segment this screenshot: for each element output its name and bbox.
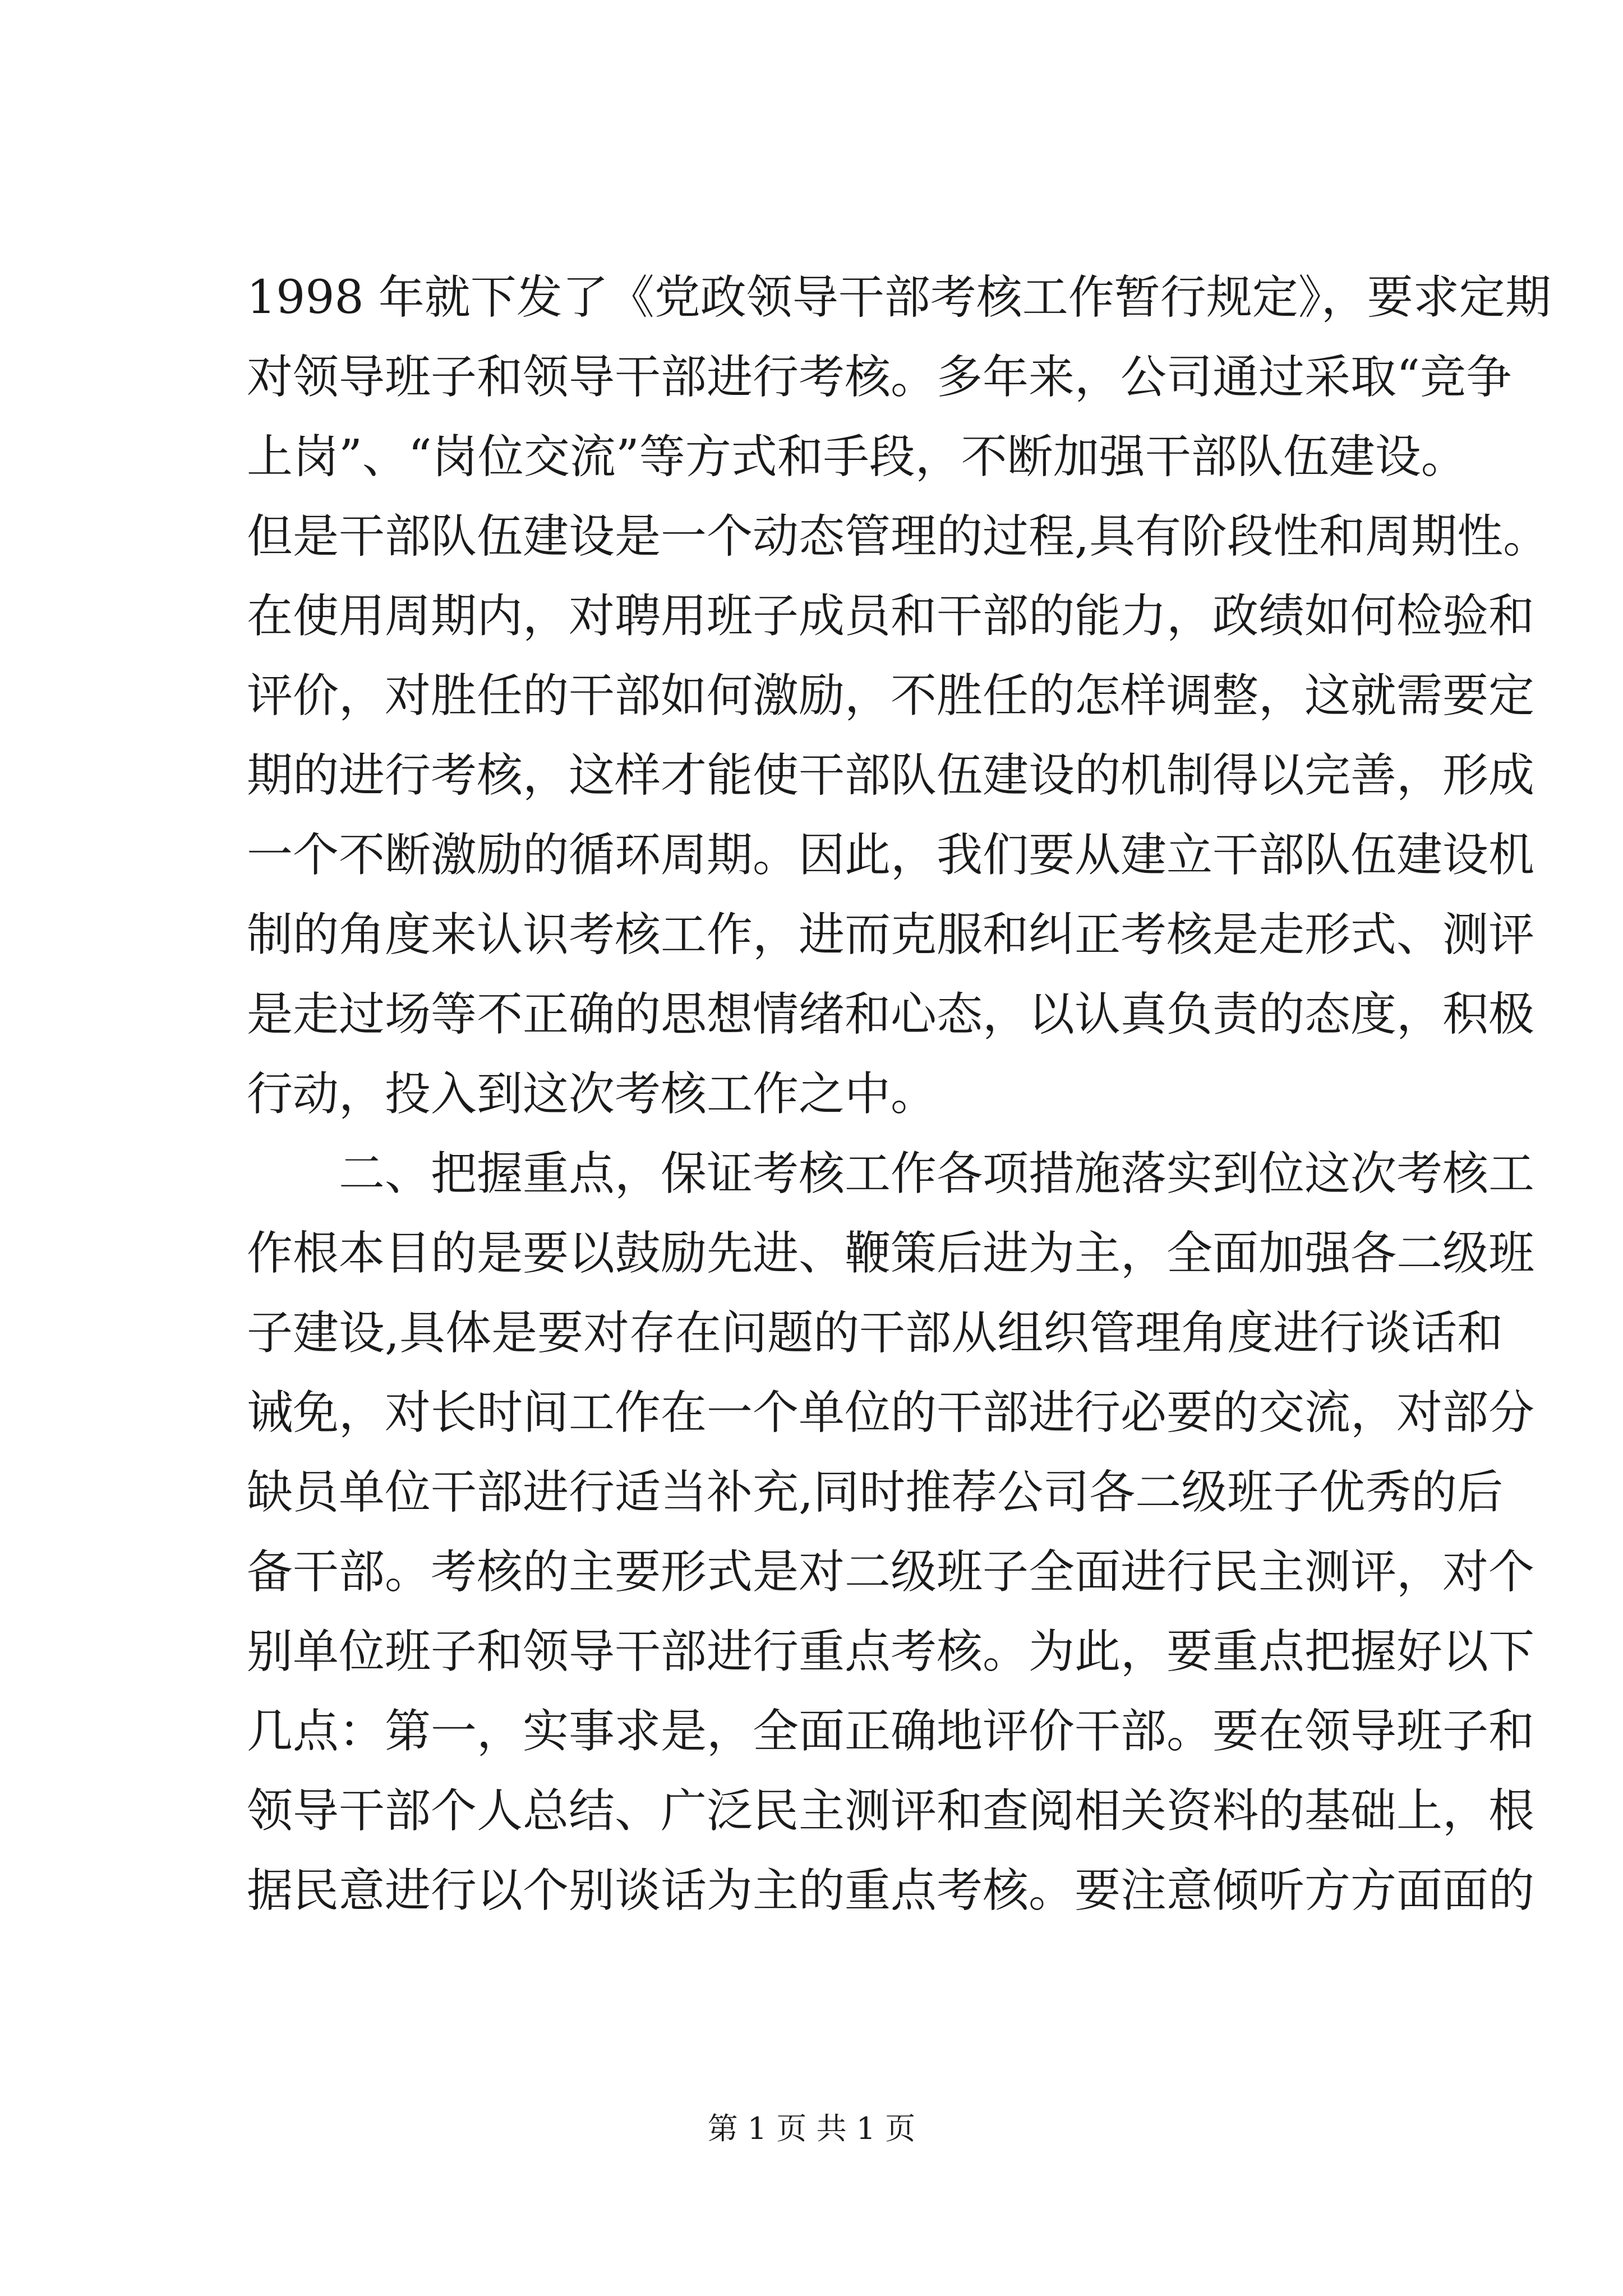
body-text xyxy=(247,258,1551,1931)
page-number-label: 第 1 页 共 1 页 xyxy=(707,2111,916,2146)
text-line: 别单位班子和领导干部进行重点考核。为此，要重点把握好以下 xyxy=(247,1625,1535,1678)
text-line: 但是干部队伍建设是一个动态管理的过程,具有阶段性和周期性。 xyxy=(247,510,1550,563)
section-heading-line: 二、把握重点，保证考核工作各项措施落实到位这次考核工 xyxy=(339,1147,1535,1200)
text-line: 对领导班子和领导干部进行考核。多年来，公司通过采取“竞争 xyxy=(247,351,1512,404)
text-line: 子建设,具体是要对存在问题的干部从组织管理角度进行谈话和 xyxy=(247,1306,1504,1360)
text-line: 诫免，对长时间工作在一个单位的干部进行必要的交流，对部分 xyxy=(247,1386,1535,1439)
text-line: 评价，对胜任的干部如何激励，不胜任的怎样调整，这就需要定 xyxy=(247,669,1535,723)
page-footer xyxy=(0,2109,1623,2148)
text-line: 在使用周期内，对聘用班子成员和干部的能力，政绩如何检验和 xyxy=(247,590,1535,643)
paragraph-end-line: 行动，投入到这次考核工作之中。 xyxy=(247,1068,937,1121)
text-line: 几点：第一，实事求是，全面正确地评价干部。要在领导班子和 xyxy=(247,1705,1535,1758)
text-line: 领导干部个人总结、广泛民主测评和查阅相关资料的基础上，根 xyxy=(247,1784,1535,1838)
text-line: 1998 年就下发了《党政领导干部考核工作暂行规定》，要求定期 xyxy=(247,271,1551,324)
text-line: 一个不断激励的循环周期。因此，我们要从建立干部队伍建设机 xyxy=(247,829,1535,882)
text-line: 是走过场等不正确的思想情绪和心态，以认真负责的态度，积极 xyxy=(247,988,1535,1041)
text-line: 备干部。考核的主要形式是对二级班子全面进行民主测评，对个 xyxy=(247,1545,1535,1599)
text-line: 制的角度来认识考核工作，进而克服和纠正考核是走形式、测评 xyxy=(247,908,1535,961)
text-line: 期的进行考核，这样才能使干部队伍建设的机制得以完善，形成 xyxy=(247,749,1535,802)
text-line: 作根本目的是要以鼓励先进、鞭策后进为主，全面加强各二级班 xyxy=(247,1227,1535,1280)
text-line: 缺员单位干部进行适当补充,同时推荐公司各二级班子优秀的后 xyxy=(247,1466,1504,1519)
text-line: 据民意进行以个别谈话为主的重点考核。要注意倾听方方面面的 xyxy=(247,1864,1535,1917)
text-line: 上岗”、“岗位交流”等方式和手段，不断加强干部队伍建设。 xyxy=(247,430,1467,484)
